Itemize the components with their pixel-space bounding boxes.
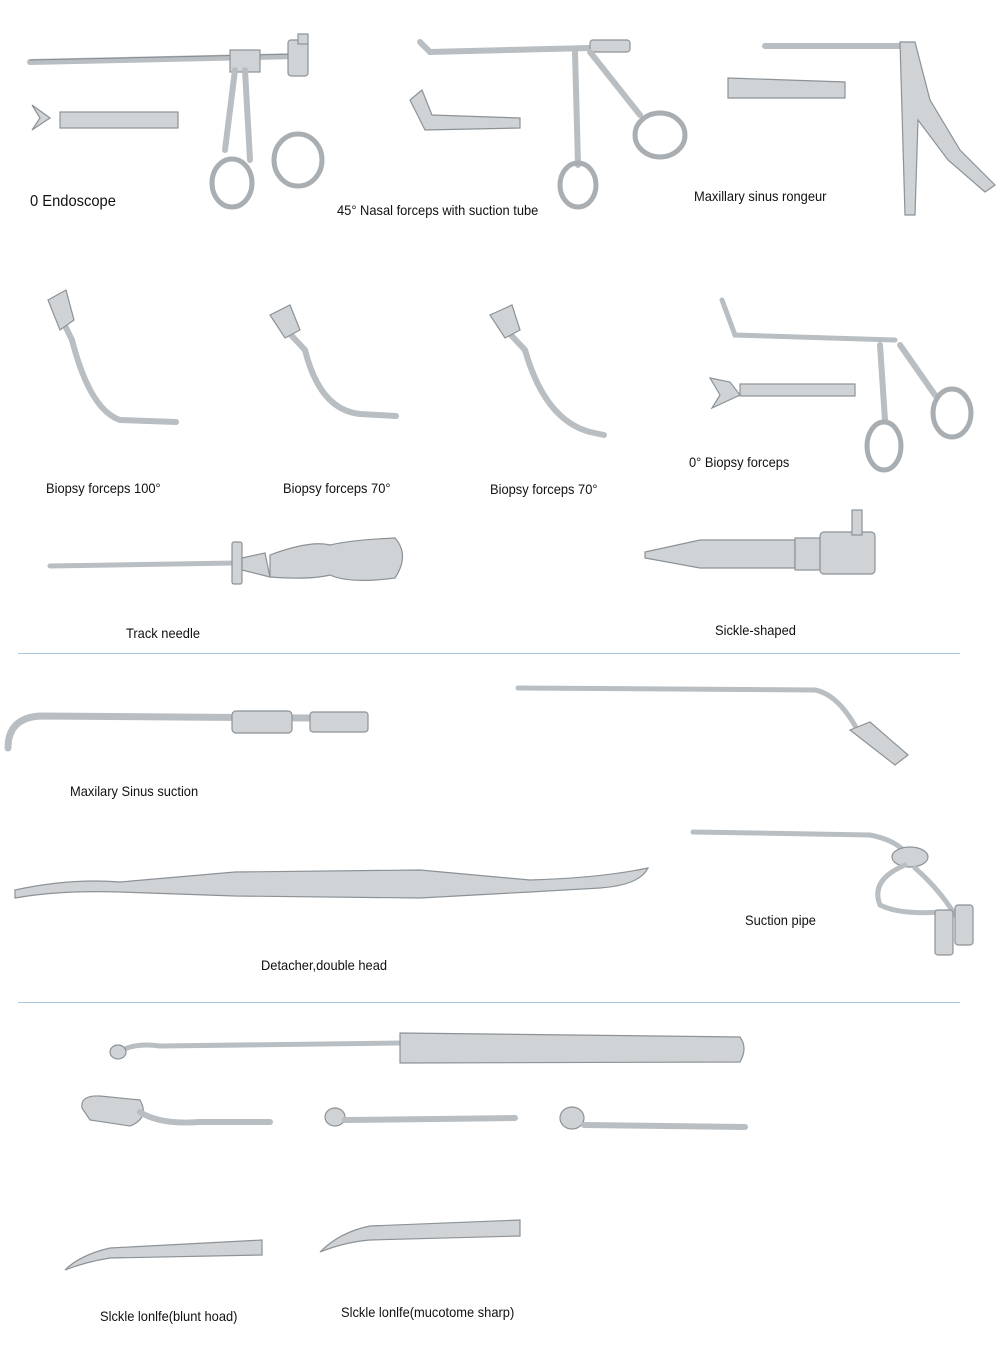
biopsy-70b-image xyxy=(490,305,604,435)
label-detacher: Detacher,double head xyxy=(261,957,388,973)
label-sickle-shaped: Sickle-shaped xyxy=(715,622,796,638)
label-sickle-sharp: Slckle lonlfe(mucotome sharp) xyxy=(341,1304,515,1320)
label-biopsy-70-b: Biopsy forceps 70° xyxy=(490,481,598,497)
label-rongeur: Maxillary sinus rongeur xyxy=(694,188,827,204)
suction-pipe-image xyxy=(693,832,973,955)
sinus-suction-image xyxy=(8,711,368,748)
label-biopsy-0: 0° Biopsy forceps xyxy=(689,454,790,470)
label-sickle-blunt: Slckle lonlfe(blunt hoad) xyxy=(100,1308,238,1324)
sickle-knife-sharp-image xyxy=(320,1220,520,1252)
label-sinus-suction: Maxilary Sinus suction xyxy=(70,783,199,799)
endoscope-image xyxy=(30,34,322,207)
curette-set-image xyxy=(82,1033,745,1129)
section-divider-1 xyxy=(18,653,960,654)
sickle-knife-blunt-image xyxy=(65,1240,262,1270)
section-divider-2 xyxy=(18,1002,960,1003)
track-needle-image xyxy=(50,538,403,584)
sickle-shaped-image xyxy=(645,510,875,574)
label-endoscope: 0 Endoscope xyxy=(30,193,116,210)
nasal-forceps-image xyxy=(410,40,685,207)
biopsy-100-image xyxy=(48,290,176,422)
label-suction-pipe: Suction pipe xyxy=(745,912,816,928)
detacher-image xyxy=(15,868,648,898)
label-biopsy-100: Biopsy forceps 100° xyxy=(46,480,161,496)
biopsy-70a-image xyxy=(270,305,396,416)
biopsy-0-image xyxy=(710,300,971,470)
suction-tube-image xyxy=(518,688,908,765)
label-nasal-forceps: 45° Nasal forceps with suction tube xyxy=(337,202,539,218)
label-track-needle: Track needle xyxy=(126,625,200,641)
label-biopsy-70-a: Biopsy forceps 70° xyxy=(283,480,391,496)
